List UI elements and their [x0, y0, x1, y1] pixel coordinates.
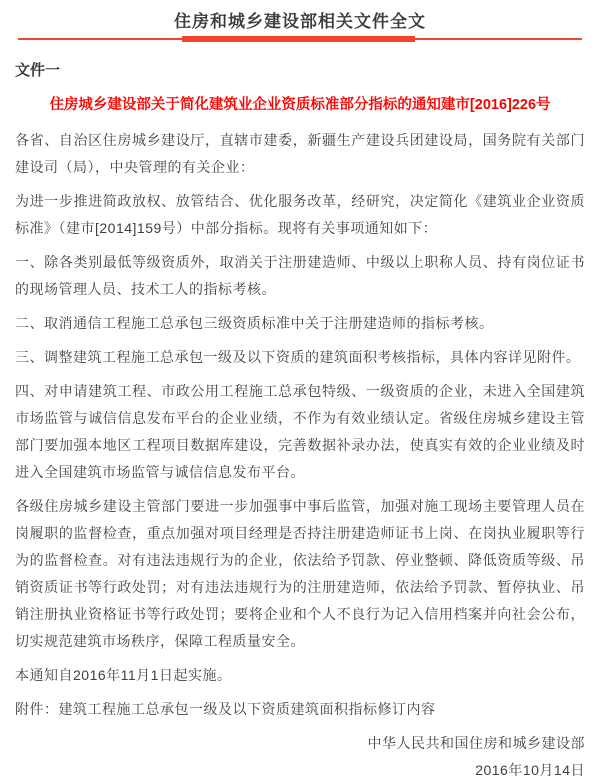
paragraph-attachment: 附件：建筑工程施工总承包一级及以下资质建筑面积指标修订内容: [15, 701, 436, 717]
paragraph-item-1: 一、除各类别最低等级资质外，取消关于注册建造师、中级以上职称人员、持有岗位证书的现场管理人员、技术工人的指标考核。: [15, 254, 585, 297]
section-label: 文件一: [15, 62, 61, 79]
paragraph-item-2: 二、取消通信工程施工总承包三级资质标准中关于注册建造师的指标考核。: [15, 315, 494, 331]
paragraph-salutation: 各省、自治区住房城乡建设厅，直辖市建委，新疆生产建设兵团建设局，国务院有关部门建设司（局），中央管理的有关企业：: [15, 132, 585, 175]
divider-highlight: [182, 36, 415, 42]
paragraph-supervision: 各级住房城乡建设主管部门要进一步加强事中事后监管，加强对施工现场主要管理人员在岗履职的监督检查，重点加强对项目经理是否持注册建造师证书上岗、在岗执业履职等行为的监督检查。对有违法违规行为的企业，依法给予罚款、停业整顿、降低资质等级、吊销资质证书等行政处罚；对有违法违规行为的注册建造师，依法给予罚款、暂停执业、吊销注册执业资格证书等行政处罚；要将企业和个人不良行为记入信用档案并向社会公布，切实规范建筑市场秩序，保障工程质量安全。: [15, 498, 585, 649]
paragraph-item-4: 四、对申请建筑工程、市政公用工程施工总承包特级、一级资质的企业，未进入全国建筑市场监管与诚信信息发布平台的企业业绩，不作为有效业绩认定。省级住房城乡建设主管部门要加强本地区工程项目数据库建设，完善数据补录办法，使真实有效的企业业绩及时进入全国建筑市场监管与诚信信息发布平台。: [15, 383, 585, 480]
signature-block: [15, 730, 585, 784]
title-divider: [18, 36, 582, 42]
paragraph-intro: 为进一步推进简政放权、放管结合、优化服务改革，经研究，决定简化《建筑业企业资质标准》（建市[2014]159号）中部分指标。现将有关事项通知如下：: [15, 193, 585, 236]
document-body: [0, 62, 600, 784]
signature-issuer: 中华人民共和国住房和城乡建设部: [367, 735, 585, 751]
paragraph-effective-date: 本通知自2016年11月1日起实施。: [15, 667, 232, 683]
page-title: 住房和城乡建设部相关文件全文: [174, 12, 426, 31]
signature-date: 2016年10月14日: [475, 762, 585, 778]
paragraph-item-3: 三、调整建筑工程施工总承包一级及以下资质的建筑面积考核指标，具体内容详见附件。: [15, 349, 581, 365]
notice-title: 住房城乡建设部关于简化建筑业企业资质标准部分指标的通知建市[2016]226号: [49, 97, 551, 113]
